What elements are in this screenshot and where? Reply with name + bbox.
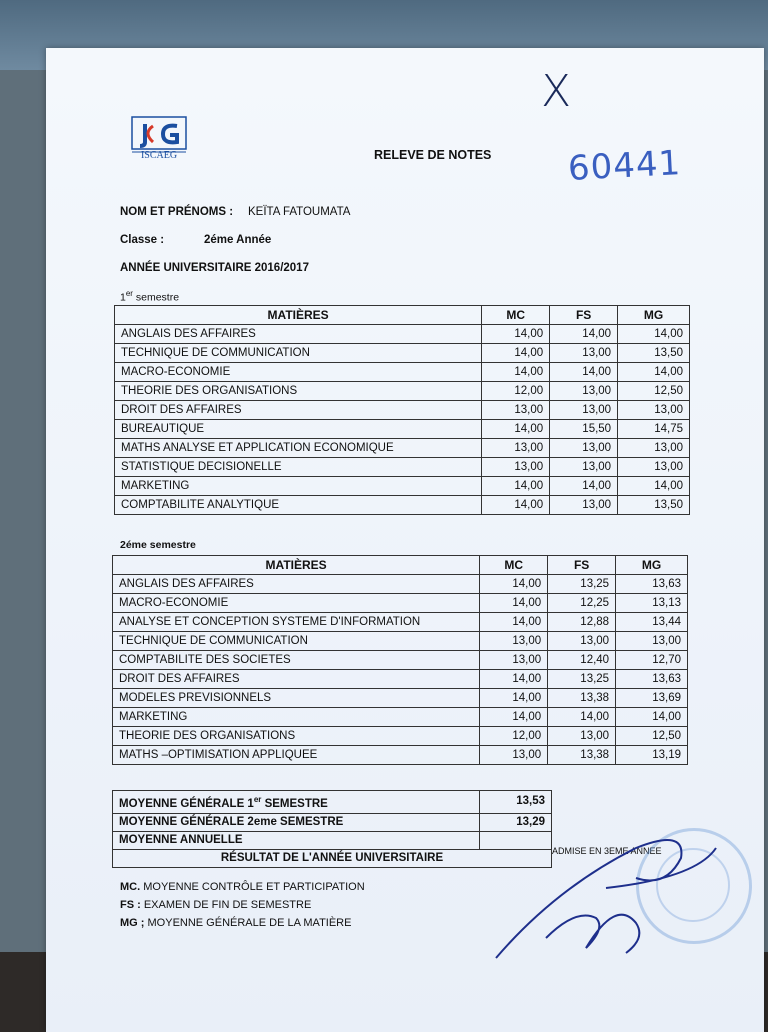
mc-cell: 14,00 [482,325,550,344]
mg-cell: 12,50 [618,382,690,401]
table-row [115,382,690,401]
mg-cell: 14,00 [618,363,690,382]
subject-cell: COMPTABILITE ANALYTIQUE [115,496,482,515]
legend-text: MOYENNE CONTRÔLE ET PARTICIPATION [140,881,365,893]
mc-cell: 14,00 [480,575,548,594]
table-row [115,401,690,420]
header-mg: MG [616,556,688,575]
legend-item [120,881,365,893]
table-row [115,477,690,496]
mg-cell: 13,00 [618,458,690,477]
fs-cell: 14,00 [550,325,618,344]
subject-cell: COMPTABILITE DES SOCIETES [113,651,480,670]
academic-year: ANNÉE UNIVERSITAIRE 2016/2017 [120,262,309,274]
fs-cell: 14,00 [550,477,618,496]
mg-cell: 13,63 [616,670,688,689]
name-value: KEÏTA FATOUMATA [248,206,351,218]
subject-cell: MATHS ANALYSE ET APPLICATION ECONOMIQUE [115,439,482,458]
table-row [113,594,688,613]
legend-item [120,899,311,911]
mg-cell: 13,00 [618,439,690,458]
avg-s2-label: MOYENNE GÉNÉRALE 2eme SEMESTRE [113,813,480,831]
avg-s1-value: 13,53 [480,791,552,814]
mc-cell: 12,00 [482,382,550,401]
subject-cell: DROIT DES AFFAIRES [115,401,482,420]
subject-cell: STATISTIQUE DECISIONELLE [115,458,482,477]
legend-text: EXAMEN DE FIN DE SEMESTRE [140,899,312,911]
mc-cell: 14,00 [482,477,550,496]
subject-cell: THEORIE DES ORGANISATIONS [113,727,480,746]
fs-cell: 13,00 [550,344,618,363]
mc-cell: 14,00 [480,594,548,613]
subject-cell: ANGLAIS DES AFFAIRES [113,575,480,594]
signature-icon [486,818,726,968]
table-row [113,651,688,670]
subject-cell: MACRO-ECONOMIE [113,594,480,613]
class-value: 2éme Année [204,234,272,246]
subject-cell: MARKETING [115,477,482,496]
subject-cell: MATHS –OPTIMISATION APPLIQUEE [113,746,480,765]
class-label: Classe : [120,234,165,246]
document-title: RELEVE DE NOTES [374,148,492,162]
subject-cell: DROIT DES AFFAIRES [113,670,480,689]
annual-avg-label: MOYENNE ANNUELLE [113,831,480,849]
semester1-label: 1er semestre [120,289,180,304]
legend-key: MC. [120,881,141,893]
mg-cell: 13,00 [618,401,690,420]
subject-cell: TECHNIQUE DE COMMUNICATION [115,344,482,363]
mc-cell: 13,00 [482,401,550,420]
subject-cell: BUREAUTIQUE [115,420,482,439]
table-row [113,727,688,746]
table-row [113,708,688,727]
semester2-label: 2éme semestre [120,539,196,551]
mg-cell: 12,50 [616,727,688,746]
subject-cell: MACRO-ECONOMIE [115,363,482,382]
mg-cell: 13,00 [616,632,688,651]
table-row [113,689,688,708]
mc-cell: 13,00 [480,651,548,670]
avg-s1-label: MOYENNE GÉNÉRALE 1er SEMESTRE [113,791,480,814]
fs-cell: 13,38 [548,746,616,765]
fs-cell: 13,25 [548,670,616,689]
semester1-table [114,305,690,515]
handwritten-number: 60441 [567,143,683,189]
legend-key: MG ; [120,917,145,929]
name-label: NOM ET PRÉNOMS : [120,206,234,218]
mc-cell: 13,00 [480,632,548,651]
fs-cell: 13,00 [550,458,618,477]
fs-cell: 12,40 [548,651,616,670]
mc-cell: 14,00 [482,496,550,515]
mg-cell: 13,50 [618,496,690,515]
mc-cell: 14,00 [480,613,548,632]
fs-cell: 13,00 [550,382,618,401]
header-fs: FS [548,556,616,575]
table-header-row [115,306,690,325]
table-row [113,746,688,765]
subject-cell: THEORIE DES ORGANISATIONS [115,382,482,401]
subject-cell: MARKETING [113,708,480,727]
mg-cell: 13,44 [616,613,688,632]
mg-cell: 13,63 [616,575,688,594]
mc-cell: 14,00 [480,708,548,727]
mc-cell: 13,00 [480,746,548,765]
result-value: ADMISE EN 3EME ANNEE [552,846,662,856]
mg-cell: 13,69 [616,689,688,708]
table-row [115,363,690,382]
subject-cell: ANALYSE ET CONCEPTION SYSTEME D'INFORMATION [113,613,480,632]
mg-cell: 14,75 [618,420,690,439]
result-row [113,791,552,814]
table-row [115,439,690,458]
table-row [115,344,690,363]
header-mg: MG [618,306,690,325]
fs-cell: 15,50 [550,420,618,439]
mg-cell: 13,19 [616,746,688,765]
legend-item [120,917,351,929]
header-matieres: MATIÈRES [113,556,480,575]
mc-cell: 12,00 [480,727,548,746]
table-row [115,420,690,439]
fs-cell: 12,25 [548,594,616,613]
semester2-table [112,555,688,765]
mc-cell: 14,00 [480,689,548,708]
transcript-sheet [46,48,764,1032]
mg-cell: 14,00 [618,477,690,496]
mc-cell: 13,00 [482,458,550,477]
mc-cell: 14,00 [482,344,550,363]
header-mc: MC [480,556,548,575]
table-row [115,496,690,515]
table-header-row [113,556,688,575]
table-row [115,325,690,344]
fs-cell: 13,00 [550,401,618,420]
mg-cell: 14,00 [616,708,688,727]
logo-caption: ISCAEG [140,150,178,161]
mc-cell: 14,00 [480,670,548,689]
fs-cell: 13,00 [548,632,616,651]
result-label: RÉSULTAT DE L'ANNÉE UNIVERSITAIRE [113,849,552,867]
header-fs: FS [550,306,618,325]
mg-cell: 13,50 [618,344,690,363]
mg-cell: 12,70 [616,651,688,670]
legend-key: FS : [120,899,141,911]
table-row [115,458,690,477]
handwritten-mark: X [541,66,572,117]
mc-cell: 14,00 [482,363,550,382]
table-row [113,632,688,651]
mc-cell: 13,00 [482,439,550,458]
table-row [113,575,688,594]
fs-cell: 14,00 [550,363,618,382]
fs-cell: 13,25 [548,575,616,594]
fs-cell: 12,88 [548,613,616,632]
subject-cell: MODELES PREVISIONNELS [113,689,480,708]
avg-s2-value: 13,29 [480,813,552,831]
fs-cell: 14,00 [548,708,616,727]
header-matieres: MATIÈRES [115,306,482,325]
fs-cell: 13,38 [548,689,616,708]
fs-cell: 13,00 [550,439,618,458]
subject-cell: TECHNIQUE DE COMMUNICATION [113,632,480,651]
subject-cell: ANGLAIS DES AFFAIRES [115,325,482,344]
mc-cell: 14,00 [482,420,550,439]
mg-cell: 13,13 [616,594,688,613]
header-mc: MC [482,306,550,325]
table-row [113,670,688,689]
table-row [113,613,688,632]
fs-cell: 13,00 [548,727,616,746]
legend-text: MOYENNE GÉNÉRALE DE LA MATIÈRE [144,917,352,929]
fs-cell: 13,00 [550,496,618,515]
mg-cell: 14,00 [618,325,690,344]
